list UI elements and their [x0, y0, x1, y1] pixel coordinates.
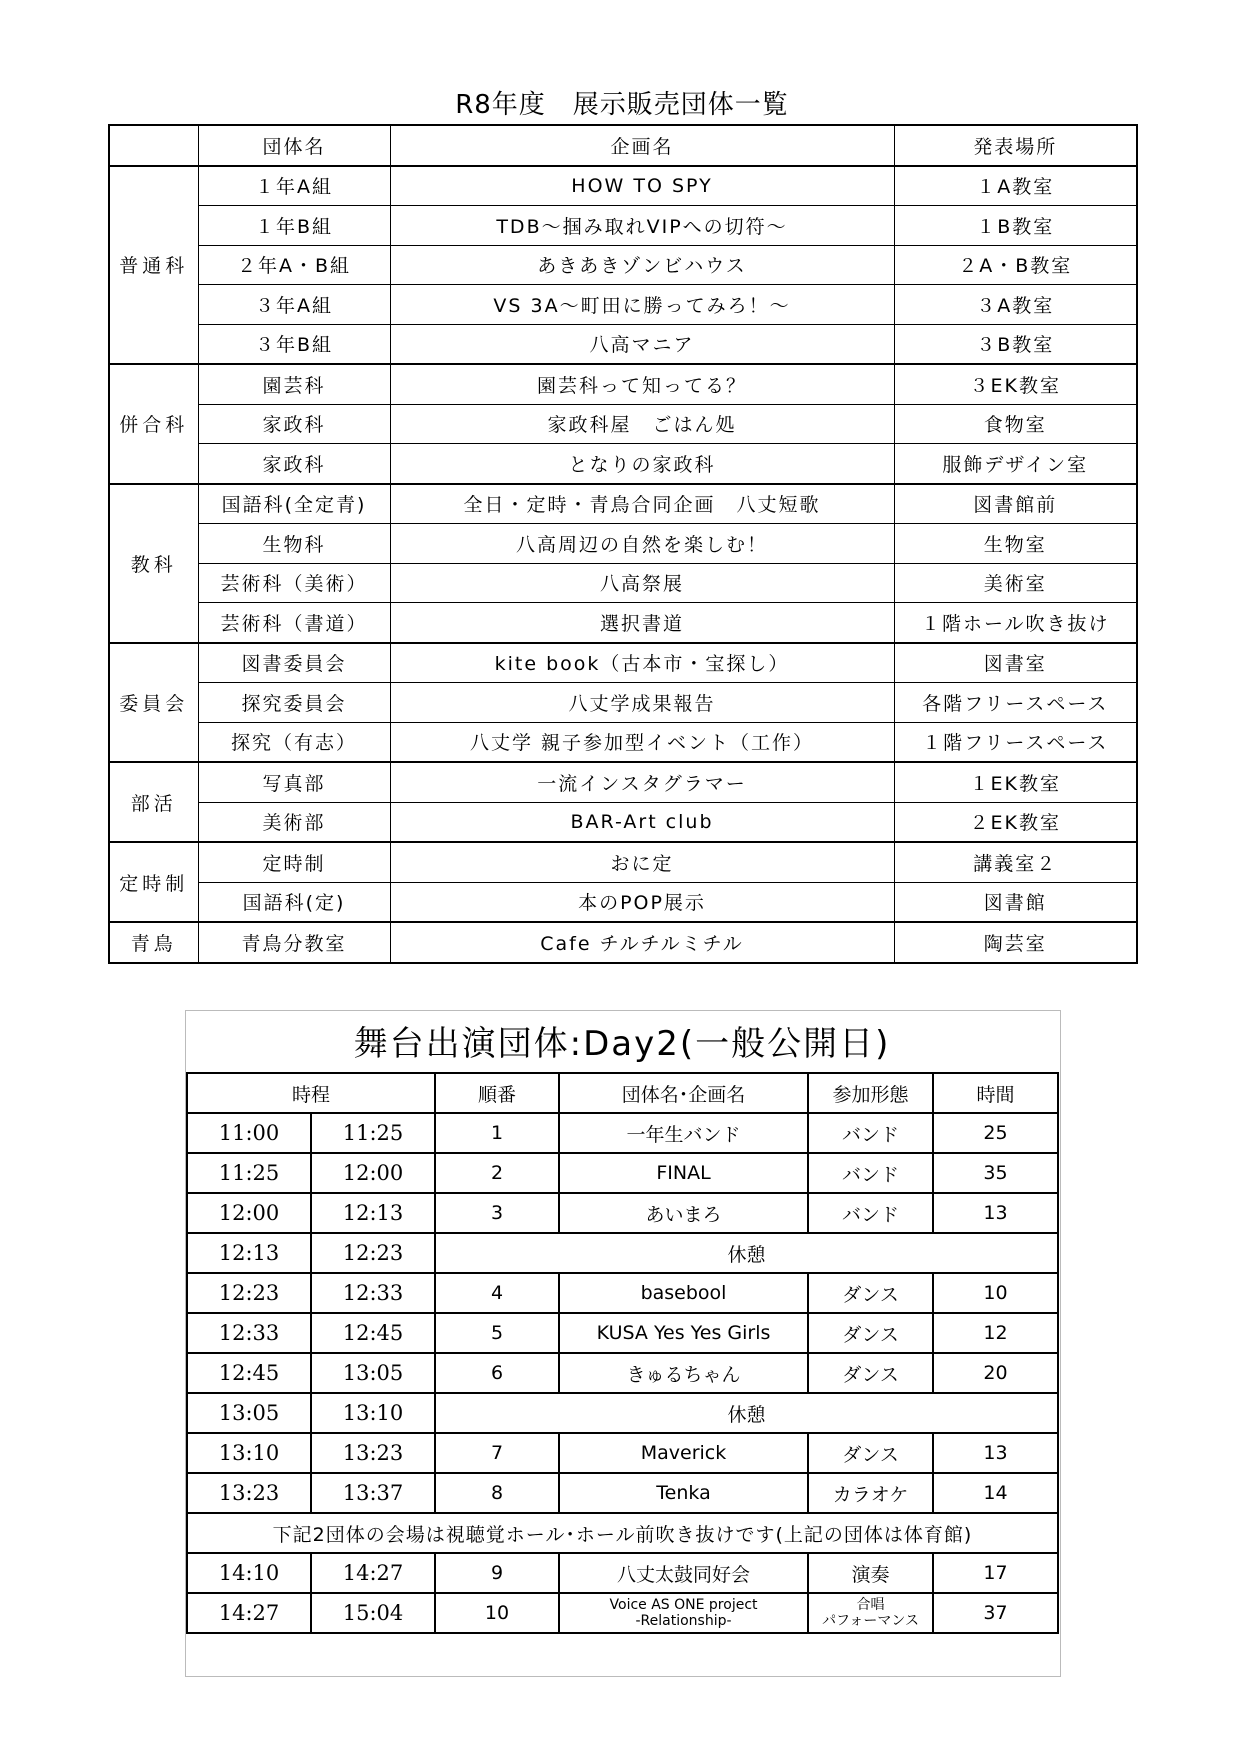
minutes-cell: 14	[933, 1473, 1058, 1513]
type-line-2: パフォーマンス	[822, 1613, 919, 1629]
minutes-cell: 13	[933, 1193, 1058, 1233]
minutes-cell: 20	[933, 1353, 1058, 1393]
table-row	[187, 1193, 1058, 1233]
table-row	[109, 206, 1137, 246]
table-row	[109, 364, 1137, 404]
end-time: 15:04	[311, 1593, 435, 1633]
place-cell: 図書室	[894, 643, 1137, 683]
place-cell: ２EK教室	[894, 802, 1137, 842]
group-cell: 探究（有志）	[198, 722, 390, 762]
end-time: 12:33	[311, 1273, 435, 1313]
venue-note-row	[187, 1513, 1058, 1553]
table-row	[109, 882, 1137, 922]
end-time: 13:23	[311, 1433, 435, 1473]
table-row	[187, 1153, 1058, 1193]
table-row	[109, 563, 1137, 603]
table-row	[187, 1273, 1058, 1313]
type-cell: ダンス	[808, 1433, 933, 1473]
table-row	[109, 922, 1137, 963]
group-cell: ３年B組	[198, 324, 390, 364]
group-cell: 家政科	[198, 404, 390, 444]
start-time: 11:25	[187, 1153, 311, 1193]
exhibit-table	[108, 124, 1138, 964]
type-cell: バンド	[808, 1193, 933, 1233]
minutes-cell: 13	[933, 1433, 1058, 1473]
table-row	[109, 166, 1137, 206]
minutes-cell: 17	[933, 1553, 1058, 1593]
table-row	[109, 444, 1137, 484]
place-cell: ３EK教室	[894, 364, 1137, 404]
category-cell: 併合科	[109, 364, 198, 484]
table-row	[109, 603, 1137, 643]
stage-table	[186, 1072, 1059, 1634]
table-row	[109, 842, 1137, 882]
type-cell: ダンス	[808, 1313, 933, 1353]
order-cell: 5	[435, 1313, 559, 1353]
order-cell: 9	[435, 1553, 559, 1593]
group-cell: 生物科	[198, 524, 390, 564]
table-row	[187, 1433, 1058, 1473]
group-cell: 園芸科	[198, 364, 390, 404]
exhibit-header-blank	[109, 125, 198, 166]
group-cell: 家政科	[198, 444, 390, 484]
end-time: 12:13	[311, 1193, 435, 1233]
name-cell: Maverick	[559, 1433, 808, 1473]
end-time: 12:00	[311, 1153, 435, 1193]
table-row	[109, 484, 1137, 524]
table-row	[109, 245, 1137, 285]
name-line-1: Voice AS ONE project	[609, 1597, 758, 1613]
group-cell: 芸術科（書道）	[198, 603, 390, 643]
project-cell: 園芸科って知ってる？	[390, 364, 894, 404]
end-time: 13:37	[311, 1473, 435, 1513]
project-cell: 八高祭展	[390, 563, 894, 603]
order-cell: 4	[435, 1273, 559, 1313]
group-cell: 青鳥分教室	[198, 922, 390, 963]
group-cell: ３年A組	[198, 285, 390, 325]
start-time: 12:33	[187, 1313, 311, 1353]
table-row	[187, 1113, 1058, 1153]
place-cell: 図書館	[894, 882, 1137, 922]
project-cell: あきあきゾンビハウス	[390, 245, 894, 285]
name-cell: Tenka	[559, 1473, 808, 1513]
name-cell: 八丈太鼓同好会	[559, 1553, 808, 1593]
group-cell: １年A組	[198, 166, 390, 206]
start-time: 11:00	[187, 1113, 311, 1153]
exhibit-title: R8年度 展示販売団体一覧	[455, 90, 789, 120]
place-cell: １B教室	[894, 206, 1137, 246]
type-cell: カラオケ	[808, 1473, 933, 1513]
category-cell: 青鳥	[109, 922, 198, 963]
end-time: 13:10	[311, 1393, 435, 1433]
place-cell: ３B教室	[894, 324, 1137, 364]
order-cell: 10	[435, 1593, 559, 1633]
type-cell	[808, 1593, 933, 1633]
break-row	[187, 1393, 1058, 1433]
project-cell: 八丈学 親子参加型イベント（工作）	[390, 722, 894, 762]
minutes-cell: 12	[933, 1313, 1058, 1353]
project-cell: kite book（古本市・宝探し）	[390, 643, 894, 683]
start-time: 13:05	[187, 1393, 311, 1433]
exhibit-header-place: 発表場所	[894, 125, 1137, 166]
place-cell: 陶芸室	[894, 922, 1137, 963]
group-cell: 探究委員会	[198, 683, 390, 723]
place-cell: 各階フリースペース	[894, 683, 1137, 723]
name-cell: 一年生バンド	[559, 1113, 808, 1153]
type-cell: ダンス	[808, 1353, 933, 1393]
category-cell: 委員会	[109, 643, 198, 763]
project-cell: BAR-Art club	[390, 802, 894, 842]
venue-note: 下記2団体の会場は視聴覚ホール･ホール前吹き抜けです(上記の団体は体育館)	[187, 1513, 1058, 1553]
group-cell: ２年A・B組	[198, 245, 390, 285]
stage-header-row	[187, 1073, 1058, 1113]
table-row	[109, 643, 1137, 683]
project-cell: 八高マニア	[390, 324, 894, 364]
category-cell: 部活	[109, 762, 198, 842]
type-line-1: 合唱	[856, 1597, 885, 1613]
start-time: 14:10	[187, 1553, 311, 1593]
category-cell: 普通科	[109, 166, 198, 365]
project-cell: おに定	[390, 842, 894, 882]
group-cell: 定時制	[198, 842, 390, 882]
table-row	[109, 762, 1137, 802]
table-row	[187, 1473, 1058, 1513]
table-row	[187, 1353, 1058, 1393]
header-name: 団体名･企画名	[559, 1073, 808, 1113]
type-cell: バンド	[808, 1113, 933, 1153]
place-cell: 図書館前	[894, 484, 1137, 524]
header-order: 順番	[435, 1073, 559, 1113]
project-cell: 八高周辺の自然を楽しむ！	[390, 524, 894, 564]
order-cell: 7	[435, 1433, 559, 1473]
minutes-cell: 25	[933, 1113, 1058, 1153]
table-row	[109, 802, 1137, 842]
place-cell: 服飾デザイン室	[894, 444, 1137, 484]
header-schedule: 時程	[187, 1073, 435, 1113]
end-time: 11:25	[311, 1113, 435, 1153]
start-time: 13:23	[187, 1473, 311, 1513]
group-cell: 国語科(定)	[198, 882, 390, 922]
place-cell: 生物室	[894, 524, 1137, 564]
exhibit-header-row	[109, 125, 1137, 166]
break-row	[187, 1233, 1058, 1273]
minutes-cell: 35	[933, 1153, 1058, 1193]
name-cell: FINAL	[559, 1153, 808, 1193]
table-row	[109, 404, 1137, 444]
exhibit-header-group: 団体名	[198, 125, 390, 166]
project-cell: 八丈学成果報告	[390, 683, 894, 723]
start-time: 12:45	[187, 1353, 311, 1393]
exhibit-header-project: 企画名	[390, 125, 894, 166]
break-cell: 休憩	[435, 1233, 1058, 1273]
place-cell: １A教室	[894, 166, 1137, 206]
project-cell: HOW TO SPY	[390, 166, 894, 206]
header-type: 参加形態	[808, 1073, 933, 1113]
group-cell: 国語科(全定青)	[198, 484, 390, 524]
start-time: 14:27	[187, 1593, 311, 1633]
place-cell: ２A・B教室	[894, 245, 1137, 285]
project-cell: 全日・定時・青鳥合同企画 八丈短歌	[390, 484, 894, 524]
start-time: 13:10	[187, 1433, 311, 1473]
name-cell	[559, 1593, 808, 1633]
end-time: 12:23	[311, 1233, 435, 1273]
place-cell: 美術室	[894, 563, 1137, 603]
project-cell: 本のPOP展示	[390, 882, 894, 922]
order-cell: 8	[435, 1473, 559, 1513]
group-cell: 芸術科（美術）	[198, 563, 390, 603]
project-cell: となりの家政科	[390, 444, 894, 484]
project-cell: VS 3A～町田に勝ってみろ！～	[390, 285, 894, 325]
stage-title: 舞台出演団体:Day2(一般公開日)	[353, 1024, 891, 1064]
order-cell: 3	[435, 1193, 559, 1233]
type-cell: ダンス	[808, 1273, 933, 1313]
end-time: 14:27	[311, 1553, 435, 1593]
order-cell: 6	[435, 1353, 559, 1393]
end-time: 13:05	[311, 1353, 435, 1393]
order-cell: 1	[435, 1113, 559, 1153]
place-cell: ３A教室	[894, 285, 1137, 325]
table-row	[187, 1553, 1058, 1593]
place-cell: １階ホール吹き抜け	[894, 603, 1137, 643]
table-row	[187, 1313, 1058, 1353]
project-cell: 選択書道	[390, 603, 894, 643]
group-cell: 図書委員会	[198, 643, 390, 683]
place-cell: １EK教室	[894, 762, 1137, 802]
table-row	[109, 324, 1137, 364]
table-row	[109, 683, 1137, 723]
name-cell: KUSA Yes Yes Girls	[559, 1313, 808, 1353]
place-cell: 食物室	[894, 404, 1137, 444]
place-cell: 講義室２	[894, 842, 1137, 882]
category-cell: 教科	[109, 484, 198, 643]
order-cell: 2	[435, 1153, 559, 1193]
group-cell: 美術部	[198, 802, 390, 842]
project-cell: Cafe チルチルミチル	[390, 922, 894, 963]
table-row	[109, 722, 1137, 762]
table-row	[187, 1593, 1058, 1633]
start-time: 12:23	[187, 1273, 311, 1313]
end-time: 12:45	[311, 1313, 435, 1353]
break-cell: 休憩	[435, 1393, 1058, 1433]
project-cell: TDB～掴み取れVIPへの切符～	[390, 206, 894, 246]
category-cell: 定時制	[109, 842, 198, 922]
table-row	[109, 524, 1137, 564]
minutes-cell: 10	[933, 1273, 1058, 1313]
name-cell: あいまろ	[559, 1193, 808, 1233]
place-cell: １階フリースペース	[894, 722, 1137, 762]
start-time: 12:13	[187, 1233, 311, 1273]
type-cell: バンド	[808, 1153, 933, 1193]
name-cell: basebool	[559, 1273, 808, 1313]
name-line-2: -Relationship-	[635, 1613, 732, 1629]
minutes-cell: 37	[933, 1593, 1058, 1633]
type-cell: 演奏	[808, 1553, 933, 1593]
table-row	[109, 285, 1137, 325]
group-cell: １年B組	[198, 206, 390, 246]
name-cell: きゅるちゃん	[559, 1353, 808, 1393]
header-minutes: 時間	[933, 1073, 1058, 1113]
group-cell: 写真部	[198, 762, 390, 802]
project-cell: 家政科屋 ごはん処	[390, 404, 894, 444]
start-time: 12:00	[187, 1193, 311, 1233]
project-cell: 一流インスタグラマー	[390, 762, 894, 802]
